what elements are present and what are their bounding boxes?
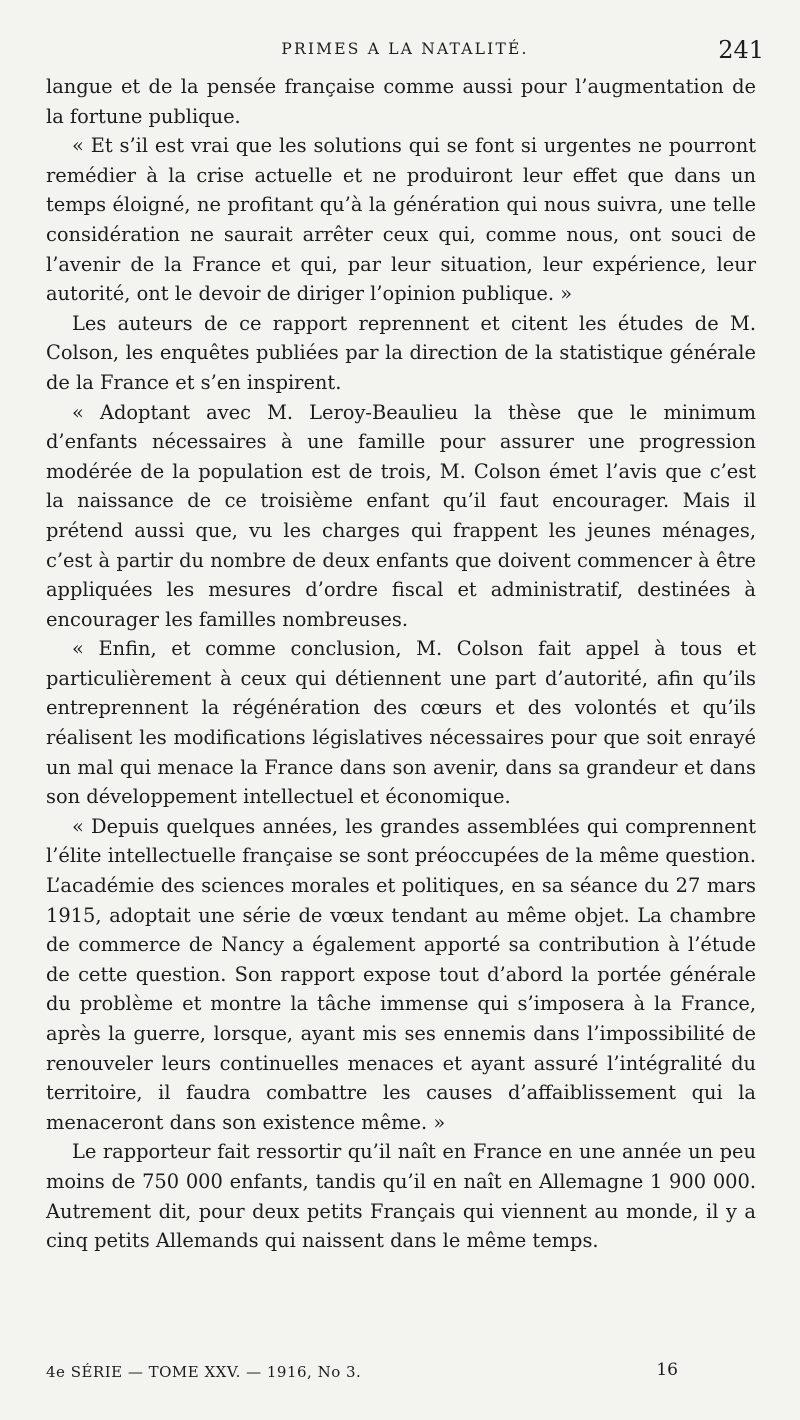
paragraph: Les auteurs de ce rapport reprennent et citent les études de M. Colson, les enquêtes publiées par la direction de la statistique générale de la France et s’en inspirent.: [46, 311, 756, 394]
paragraph: « Depuis quelques années, les grandes assemblées qui comprennent l’élite intellectuelle française se sont préoccupées de la même question. L’académie des sciences morales et politiques, en sa séance du 27 mars 1915, adoptait une série de vœux tendant au même objet. La chambre de commerce de Nancy a également apporté sa contribution à l’étude de cette question. Son rapport expose tout d’abord la portée générale du problème et montre la tâche immense qui s’imposera à la France, après la guerre, lorsque, ayant mis ses ennemis dans l’impossibilité de renouveler leurs continuelles menaces et ayant assuré l’intégralité du territoire, il faudra combattre les causes d’affaiblissement qui la menaceront dans son existence même. »: [46, 814, 756, 1134]
page-footer: [46, 1360, 756, 1386]
running-head: [46, 36, 764, 66]
paragraph: « Et s’il est vrai que les solutions qui se font si urgentes ne pourront remédier à la crise actuelle et ne produiront leur effet que dans un temps éloigné, ne profitant qu’à la génération qui nous suivra, une telle considération ne saurait arrêter ceux qui, comme nous, ont souci de l’avenir de la France et qui, par leur situation, leur expérience, leur autorité, ont le devoir de diriger l’opinion publique. »: [46, 134, 756, 306]
paragraph: « Enfin, et comme conclusion, M. Colson fait appel à tous et particulièrement à ceux qui détiennent une part d’autorité, afin qu’ils entreprennent la régénération des cœurs et des volontés et qu’ils réalisent les modifications législatives nécessaires pour que soit enrayé un mal qui menace la France dans son avenir, dans sa grandeur et dans son développement intellectuel et économique.: [46, 637, 756, 809]
page-number: 241: [718, 36, 764, 64]
running-title: PRIMES A LA NATALITÉ.: [281, 40, 529, 58]
paragraph-continuation: langue et de la pensée française comme aussi pour l’augmentation de la fortune publique.: [46, 75, 756, 128]
paragraph: Le rapporteur fait ressortir qu’il naît en France en une année un peu moins de 750 000 enfants, tandis qu’il en naît en Allemagne 1 900 000. Autrement dit, pour deux petits Français qui viennent au monde, il y a cinq petits Allemands qui naissent dans le même temps.: [46, 1140, 756, 1253]
paragraph: « Adoptant avec M. Leroy-Beaulieu la thèse que le minimum d’enfants nécessaires à une famille pour assurer une progression modérée de la population est de trois, M. Colson émet l’avis que c’est la naissance de ce troisième enfant qu’il faut encourager. Mais il prétend aussi que, vu les charges qui frappent les jeunes ménages, c’est à partir du nombre de deux enfants que doivent commencer à être appliquées les mesures d’ordre fiscal et administratif, destinées à encourager les familles nombreuses.: [46, 400, 756, 631]
sheet-number: 16: [656, 1360, 678, 1380]
signature-mark: 4e SÉRIE — TOME XXV. — 1916, No 3.: [46, 1363, 362, 1381]
body-text: [46, 72, 756, 1256]
